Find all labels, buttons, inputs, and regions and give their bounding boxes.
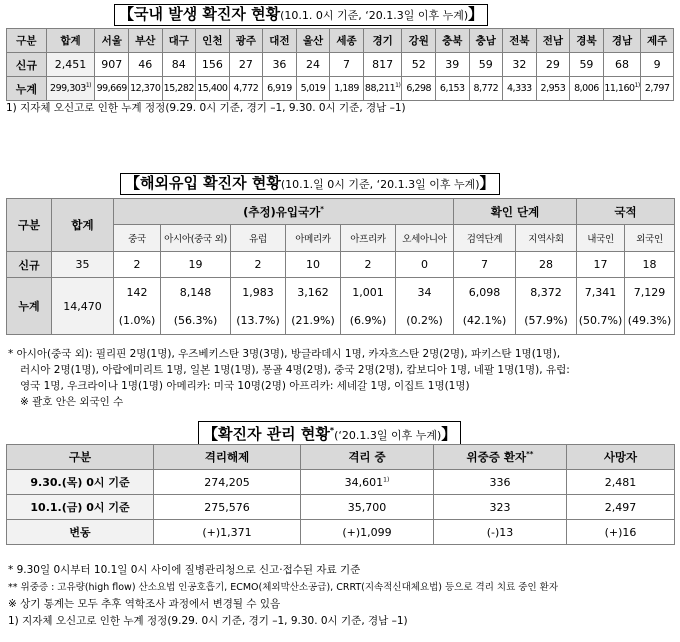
management-header-row — [7, 445, 675, 470]
footnote-mark: 1) — [634, 82, 640, 90]
cell-value: 817 — [363, 53, 402, 77]
footnote-mark: ** — [526, 450, 534, 459]
domestic-title-text: 【국내 발생 확진자 현황 — [119, 5, 281, 23]
cell-percent: (13.7%) — [231, 307, 286, 335]
col-header: 구분 — [7, 445, 154, 470]
cell-percent: (49.3%) — [625, 307, 675, 335]
cell-value: 32 — [503, 53, 537, 77]
management-title-subtitle: (‘20.1.3일 이후 누계) — [334, 429, 442, 442]
col-header: 서울 — [95, 29, 129, 53]
cell-value: 0 — [396, 252, 454, 278]
cell-value: (-)13 — [434, 520, 567, 545]
cell-value: 2,481 — [567, 470, 675, 495]
col-subheader: 아시아(중국 외) — [161, 225, 231, 252]
row-label: 신규 — [7, 53, 47, 77]
cell-value: 99,669 — [95, 77, 129, 101]
cell-value: 7 — [454, 252, 516, 278]
cell-percent: (50.7%) — [577, 307, 625, 335]
cell-value: 2 — [114, 252, 161, 278]
footnote-mark: 1) — [395, 82, 401, 90]
overseas-header-row — [7, 199, 675, 225]
cell-value: 6,298 — [402, 77, 436, 101]
overseas-cumulative-row — [7, 278, 675, 307]
cell-value: 142 — [114, 278, 161, 307]
domestic-title-subtitle: (10.1. 0시 기준, ‘20.1.3일 이후 누계) — [280, 9, 469, 22]
cell-value: 35 — [52, 252, 114, 278]
cell-value: 29 — [536, 53, 570, 77]
col-header: 사망자 — [567, 445, 675, 470]
row-label: 10.1.(금) 0시 기준 — [7, 495, 154, 520]
cell-percent: (42.1%) — [454, 307, 516, 335]
cell-value: 5,019 — [296, 77, 330, 101]
col-subheader: 내국인 — [577, 225, 625, 252]
cell-value: 84 — [162, 53, 196, 77]
footnote-mark: 1) — [85, 82, 92, 90]
cell-value: 1,189 — [330, 77, 364, 101]
cell-value: 1,983 — [231, 278, 286, 307]
cell-value: 3,162 — [286, 278, 341, 307]
cell-value: 19 — [161, 252, 231, 278]
cell-value: 18 — [625, 252, 675, 278]
overseas-notes — [8, 346, 570, 410]
cell-percent: (21.9%) — [286, 307, 341, 335]
cell-value: 8,372 — [516, 278, 577, 307]
cell-value: (+)1,099 — [301, 520, 434, 545]
cell-value: 336 — [434, 470, 567, 495]
cell-value: 46 — [128, 53, 162, 77]
cell-value: 9 — [641, 53, 674, 77]
col-subheader: 지역사회 — [516, 225, 577, 252]
cell-value: 68 — [603, 53, 641, 77]
domestic-title — [114, 4, 488, 26]
cell-value: 4,772 — [229, 77, 263, 101]
cell-value: 8,006 — [570, 77, 604, 101]
management-note-line: ** 위중증 : 고유량(high flow) 산소요법 인공호흡기, ECMO(체외막산소공급), CRRT(지속적신대체요법) 등으로 격리 치료 중인 환자 — [8, 582, 559, 593]
management-notes — [8, 562, 558, 630]
management-title-text: 【확진자 관리 현황 — [203, 425, 330, 443]
cell-value: 1,001 — [341, 278, 396, 307]
cell-value: 35,700 — [301, 495, 434, 520]
cell-value: 12,370 — [128, 77, 162, 101]
domestic-cases-table — [6, 28, 674, 101]
col-header: 합계 — [52, 199, 114, 252]
cell-value: 2,953 — [536, 77, 570, 101]
col-subheader: 검역단계 — [454, 225, 516, 252]
col-header: 경북 — [570, 29, 604, 53]
cell-value: 274,205 — [154, 470, 301, 495]
col-header: 부산 — [128, 29, 162, 53]
cell-value: 323 — [434, 495, 567, 520]
col-header: 위중증 환자** — [434, 445, 567, 470]
management-note-line: ※ 상기 통계는 모두 추후 역학조사 과정에서 변경될 수 있음 — [8, 598, 281, 610]
overseas-note-line: 영국 1명, 우크라이나 1명(1명) 아메리카: 미국 10명(2명) 아프리카: 세네갈 1명, 이집트 1명(1명) — [20, 380, 470, 392]
cell-value: 6,153 — [435, 77, 469, 101]
cell-value: 299,303$^{1)}$ — [46, 77, 95, 101]
overseas-note-line: * 아시아(중국 외): 필리핀 2명(1명), 우즈베키스탄 3명(3명), 방글라데시 1명, 카자흐스탄 2명(2명), 파키스탄 1명(1명), — [8, 348, 561, 360]
col-header: 경기 — [363, 29, 402, 53]
management-change-row — [7, 520, 675, 545]
col-header: 대전 — [263, 29, 297, 53]
management-title-end: 】 — [441, 425, 457, 443]
col-header: 격리 중 — [301, 445, 434, 470]
overseas-note-line: 러시아 2명(1명), 아랍에미리트 1명, 일본 1명(1명), 몽골 4명(2명), 중국 2명(2명), 캄보디아 1명, 네팔 1명(1명), 유럽: — [20, 364, 570, 376]
cell-value: 6,098 — [454, 278, 516, 307]
col-header: 세종 — [330, 29, 364, 53]
row-label: 누계 — [7, 77, 47, 101]
footnote-mark: * — [329, 426, 335, 435]
col-header: 제주 — [641, 29, 674, 53]
management-title — [198, 421, 461, 446]
cell-value: 907 — [95, 53, 129, 77]
col-subheader: 외국인 — [625, 225, 675, 252]
col-header: 구분 — [7, 29, 47, 53]
col-subheader: 아메리카 — [286, 225, 341, 252]
cell-value: (+)16 — [567, 520, 675, 545]
management-note-line: * 9.30일 0시부터 10.1일 0시 사이에 질병관리청으로 신고·접수된 자료 기준 — [8, 564, 361, 576]
col-group-header: (추정)유입국가* — [114, 199, 454, 225]
row-label: 변동 — [7, 520, 154, 545]
col-group-header: 국적 — [577, 199, 675, 225]
col-header: 대구 — [162, 29, 196, 53]
col-header: 울산 — [296, 29, 330, 53]
cell-value: 2,797 — [641, 77, 674, 101]
cell-value: 36 — [263, 53, 297, 77]
cell-value: 11,160$^{1)}$ — [603, 77, 641, 101]
cell-value: 28 — [516, 252, 577, 278]
row-label: 누계 — [7, 278, 52, 335]
cell-value: 24 — [296, 53, 330, 77]
overseas-new-row — [7, 252, 675, 278]
cell-value: 275,576 — [154, 495, 301, 520]
cell-percent: (1.0%) — [114, 307, 161, 335]
col-header: 인천 — [196, 29, 230, 53]
cell-percent: (56.3%) — [161, 307, 231, 335]
overseas-title-text: 【해외유입 확진자 현황 — [125, 174, 281, 192]
cell-value: 2 — [341, 252, 396, 278]
cell-value: (+)1,371 — [154, 520, 301, 545]
cell-value: 4,333 — [503, 77, 537, 101]
overseas-title-subtitle: (10.1.일 0시 기준, ‘20.1.3일 이후 누계) — [280, 178, 480, 191]
cell-value: 6,919 — [263, 77, 297, 101]
overseas-title-end: 】 — [479, 174, 495, 192]
col-header: 전남 — [536, 29, 570, 53]
cell-value: 2,497 — [567, 495, 675, 520]
cell-value: 17 — [577, 252, 625, 278]
cell-value: 14,470 — [52, 278, 114, 335]
footnote-mark: * — [320, 204, 324, 213]
col-header: 전북 — [503, 29, 537, 53]
cell-value: 39 — [435, 53, 469, 77]
cell-value: 7,129 — [625, 278, 675, 307]
col-subheader: 오세아니아 — [396, 225, 454, 252]
domestic-title-end: 】 — [468, 5, 484, 23]
col-header: 구분 — [7, 199, 52, 252]
cell-value: 2,451 — [46, 53, 95, 77]
cell-value: 59 — [469, 53, 503, 77]
management-row — [7, 470, 675, 495]
overseas-title — [120, 173, 500, 195]
cell-value: 88,211$^{1)}$ — [363, 77, 402, 101]
col-header: 경남 — [603, 29, 641, 53]
case-management-table — [6, 444, 675, 545]
col-subheader: 유럽 — [231, 225, 286, 252]
cell-value: 59 — [570, 53, 604, 77]
cell-value: 15,282 — [162, 77, 196, 101]
overseas-note-line: ※ 괄호 안은 외국인 수 — [20, 396, 124, 408]
row-label: 신규 — [7, 252, 52, 278]
col-header: 광주 — [229, 29, 263, 53]
cell-value: 34 — [396, 278, 454, 307]
cell-value: 52 — [402, 53, 436, 77]
col-subheader: 아프리카 — [341, 225, 396, 252]
col-header: 합계 — [46, 29, 95, 53]
footnote-mark: 1) — [383, 475, 390, 483]
cell-value: 15,400 — [196, 77, 230, 101]
cell-value: 8,772 — [469, 77, 503, 101]
domestic-new-row — [7, 53, 674, 77]
col-header: 강원 — [402, 29, 436, 53]
col-header: 격리해제 — [154, 445, 301, 470]
row-label: 9.30.(목) 0시 기준 — [7, 470, 154, 495]
domestic-header-row — [7, 29, 674, 53]
cell-percent: (0.2%) — [396, 307, 454, 335]
domestic-cumulative-row — [7, 77, 674, 101]
col-header: 충남 — [469, 29, 503, 53]
cell-value: 156 — [196, 53, 230, 77]
cell-percent: (57.9%) — [516, 307, 577, 335]
cell-value: 7 — [330, 53, 364, 77]
management-note-line: 1) 지자체 오신고로 인한 누계 정정(9.29. 0시 기준, 경기 –1, 9.30. 0시 기준, 경남 –1) — [8, 615, 408, 627]
cell-percent: (6.9%) — [341, 307, 396, 335]
cell-value: 2 — [231, 252, 286, 278]
cell-value: 7,341 — [577, 278, 625, 307]
col-header: 충북 — [435, 29, 469, 53]
cell-value: 34,601$^{1)}$ — [301, 470, 434, 495]
cell-value: 10 — [286, 252, 341, 278]
col-subheader: 중국 — [114, 225, 161, 252]
cell-value: 27 — [229, 53, 263, 77]
cell-value: 8,148 — [161, 278, 231, 307]
col-group-header: 확인 단계 — [454, 199, 577, 225]
overseas-cases-table — [6, 198, 675, 335]
domestic-footnote: 1) 지자체 오신고로 인한 누계 정정(9.29. 0시 기준, 경기 –1, 9.30. 0시 기준, 경남 –1) — [6, 102, 406, 114]
management-row — [7, 495, 675, 520]
